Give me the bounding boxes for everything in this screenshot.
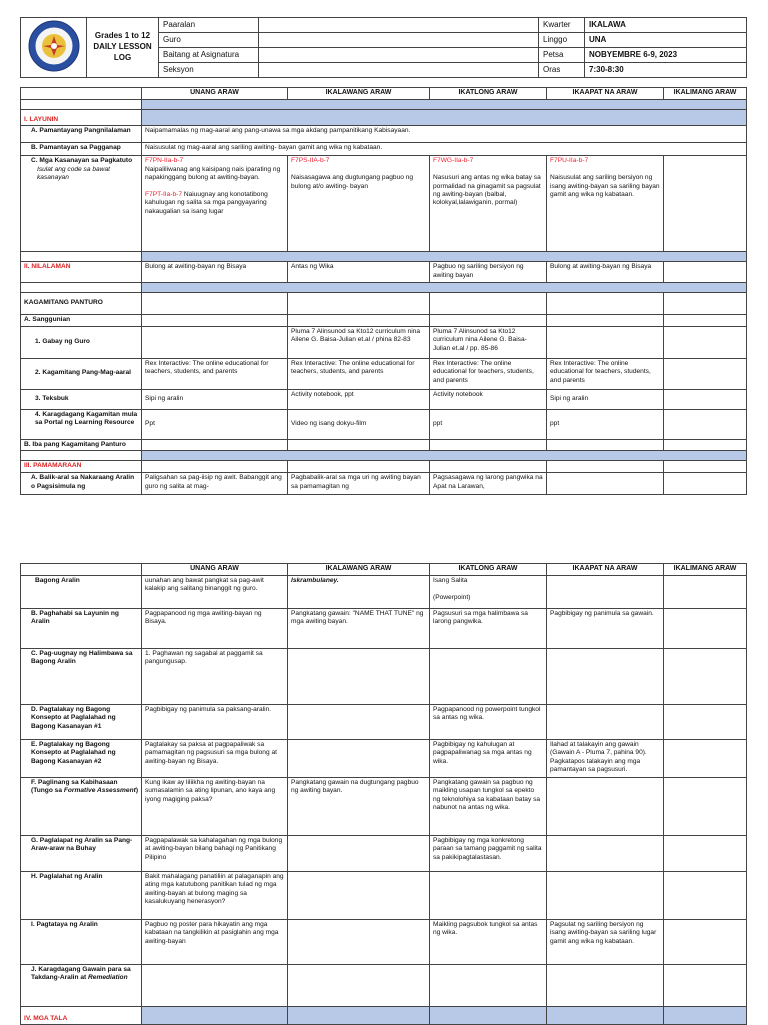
- table-row: [21, 126, 747, 143]
- corner-cell: [21, 88, 142, 100]
- row-label: E. Pagtalakay ng Bagong Konsepto at Paglalahad ng Bagong Kasanayan #2: [21, 739, 142, 777]
- row-label: A. Sanggunian: [21, 315, 142, 326]
- row-label: A. Balik-aral sa Nakaraang Aralin o Pagsisimula ng: [21, 473, 142, 495]
- competency-day-1: F7PN-IIa-b-7 Naipaliliwanag ang kaisipang nais iparating ng napakinggang bulong at awiting-bayan. F7PT-IIa-b-7 Naiuugnay ang konotatibong kahulugan ng salita sa mga pangyayaring nakaugalian sa isang lugar: [142, 156, 288, 252]
- table-row: [21, 835, 747, 871]
- competency-day-4: F7PU-IIa-b-7 Naisusulat ang sariling bersiyon ng isang awiting-bayan sa sariling bayan gamit ang wika ng kabataan.: [547, 156, 664, 252]
- day-header: IKALIMANG ARAW: [664, 564, 747, 576]
- row-label: I. Pagtataya ng Aralin: [21, 919, 142, 964]
- content-cell: Pagbibigay ng panimula sa paksang-aralin.: [142, 704, 288, 739]
- content-cell: Pagtalakay sa paksa at pagpapaliwak sa pamamagitan ng pagsusuri sa mga bulong at awiting-bayan ng Bisaya.: [142, 739, 288, 777]
- day-header-row: [21, 88, 747, 100]
- content-cell: Bakit mahalagang panatiliin at palaganapin ang ating mga katutubong panitikan tulad ng mga awiting-bayan at bulong maging sa kasalukuyang henerasyon?: [142, 871, 288, 919]
- table-row: [21, 315, 747, 326]
- date-value: NOBYEMBRE 6-9, 2023: [585, 48, 747, 63]
- day-header: IKAAPAT NA ARAW: [547, 88, 664, 100]
- content-cell: Pangkatang gawain na dugtungang pagbuo ng awiting bayan.: [288, 777, 430, 835]
- row-label: B. Pamantayan sa Pagganap: [21, 143, 142, 156]
- content-cell: Pagsulat ng sariling bersiyon ng isang awiting-bayan sa sariling lugar gamit ang wika ng kabataan.: [547, 919, 664, 964]
- table-row: [21, 262, 747, 283]
- table-row: [21, 739, 747, 777]
- content-cell: Rex Interactive: The online educational for teachers, students, and parents: [430, 358, 547, 389]
- content-cell: Antas ng Wika: [288, 262, 430, 283]
- row-label: B. Iba pang Kagamitang Panturo: [21, 439, 142, 450]
- table-row: [21, 919, 747, 964]
- content-cell: Paligsahan sa pag-iisip ng awit. Babanggit ang guro ng salita at mag-: [142, 473, 288, 495]
- header-table: [20, 17, 747, 78]
- corner-cell: [21, 564, 142, 576]
- table-row: [21, 143, 747, 156]
- grade-subject-field[interactable]: [259, 48, 539, 63]
- day-header: IKAAPAT NA ARAW: [547, 564, 664, 576]
- day-header: IKATLONG ARAW: [430, 564, 547, 576]
- time-label: Oras: [539, 63, 585, 78]
- content-cell: Pagbuo ng poster para hikayatin ang mga kabataan na tangkilikin at pasiglahin ang mga awiting-bayan: [142, 919, 288, 964]
- quarter-value: IKALAWA: [585, 18, 747, 33]
- lesson-table-2: [20, 563, 747, 1025]
- content-cell: Kung ikaw ay liliikha ng awiting-bayan na sumasalamin sa ating lipunan, ano kaya ang iyong magiging paksa?: [142, 777, 288, 835]
- deped-seal-logo: [21, 18, 87, 78]
- day-header: UNANG ARAW: [142, 88, 288, 100]
- row-label: F. Paglinang sa Kabihasaan (Tungo sa Formative Assessment): [21, 777, 142, 835]
- day-header: IKATLONG ARAW: [430, 88, 547, 100]
- section-field[interactable]: [259, 63, 539, 78]
- week-value: UNA: [585, 33, 747, 48]
- teacher-label: Guro: [159, 33, 259, 48]
- section-layunin: I. LAYUNIN: [21, 110, 142, 126]
- table-row: [21, 608, 747, 648]
- content-cell: Pluma 7 Alinsunod sa Kto12 curriculum nina Ailene G. Baisa-Julian et.al / pp. 85-86: [430, 326, 547, 358]
- competency-day-2: F7PS-IIA-b-7 Naisasagawa ang dugtungang pagbuo ng bulong at/o awiting- bayan: [288, 156, 430, 252]
- competency-day-3: F7WG-IIa-b-7 Nasusuri ang antas ng wika batay sa pormalidad na ginagamit sa pagsulat ng awiting-bayan (balbal, kolokyal,lalawiganin, pormal): [430, 156, 547, 252]
- table-row: [21, 1006, 747, 1024]
- content-cell: Bulong at awiting-bayan ng Bisaya: [142, 262, 288, 283]
- table-row: [21, 648, 747, 704]
- row-label: D. Pagtalakay ng Bagong Konsepto at Paglalahad ng Bagong Kasanayan #1: [21, 704, 142, 739]
- quarter-label: Kwarter: [539, 18, 585, 33]
- content-cell: Bulong at awiting-bayan ng Bisaya: [547, 262, 664, 283]
- content-cell: Pagpapalawak sa kahalagahan ng mga bulong at awiting-bayan bilang bahagi ng Panitikang Pilipino: [142, 835, 288, 871]
- row-label: 4. Karagdagang Kagamitan mula sa Portal ng Learning Resource: [21, 409, 142, 439]
- row-label: Bagong Aralin: [21, 575, 142, 608]
- content-cell: Pagbibigay ng kahulugan at pagpapaliwanag sa mga antas ng wika.: [430, 739, 547, 777]
- row-label: J. Karagdagang Gawain para sa Takdang-Aralin at Remediation: [21, 964, 142, 1006]
- content-cell: Pangkatang gawain sa pagbuo ng maikling usapan tungkol sa epekto ng teknolohiya sa kabataan batay sa nabunot na antas ng wika.: [430, 777, 547, 835]
- competency-day-5: [664, 156, 747, 252]
- row-label: 1. Gabay ng Guro: [21, 326, 142, 358]
- lesson-table-1: [20, 87, 747, 495]
- content-cell: ppt: [430, 409, 547, 439]
- content-cell: ppt: [547, 409, 664, 439]
- section-tala: IV. MGA TALA: [21, 1006, 142, 1024]
- row-label: 3. Teksbuk: [21, 389, 142, 409]
- table-row: [21, 389, 747, 409]
- table-row: [21, 439, 747, 450]
- content-cell: 1. Paghawan ng sagabal at paggamit sa pangungusap.: [142, 648, 288, 704]
- content-cell: Sipi ng aralin: [142, 389, 288, 409]
- content-cell: Pagbuo ng sariling bersiyon ng awiting bayan: [430, 262, 547, 283]
- table-row: [21, 964, 747, 1006]
- school-field[interactable]: [259, 18, 539, 33]
- seal-icon: [27, 19, 81, 73]
- content-cell: Video ng isang dokyu-film: [288, 409, 430, 439]
- date-label: Petsa: [539, 48, 585, 63]
- row-label: KAGAMITANG PANTURO: [21, 293, 142, 315]
- time-value: 7:30-8:30: [585, 63, 747, 78]
- content-cell: Pagbibigay ng mga konkretong paraan sa tamang paggamit ng salita sa pakikipagtalastasan.: [430, 835, 547, 871]
- school-label: Paaralan: [159, 18, 259, 33]
- dll-title: Grades 1 to 12 DAILY LESSON LOG: [87, 18, 159, 78]
- content-cell: Rex Interactive: The online educational for teachers, students, and parents: [547, 358, 664, 389]
- content-cell: Maikling pagsubok tungkol sa antas ng wika.: [430, 919, 547, 964]
- table-row: [21, 326, 747, 358]
- row-label: C. Pag-uugnay ng Halimbawa sa Bagong Aralin: [21, 648, 142, 704]
- section-label: Seksyon: [159, 63, 259, 78]
- section-pamamaraan: III. PAMAMARAAN: [21, 461, 142, 473]
- content-cell: Activity notebook: [430, 389, 547, 409]
- content-cell: Isang Salita (Powerpoint): [430, 575, 547, 608]
- content-cell: Pagbibigay ng panimula sa gawain.: [547, 608, 664, 648]
- day-header: IKALAWANG ARAW: [288, 564, 430, 576]
- table-row: [21, 156, 747, 252]
- table-row: [21, 777, 747, 835]
- content-cell: Pagsusuri sa mga halimbawa sa larong pangwika.: [430, 608, 547, 648]
- row-label: B. Paghahabi sa Layunin ng Aralin: [21, 608, 142, 648]
- row-label: A. Pamantayang Pangnilalaman: [21, 126, 142, 143]
- content-cell: Rex Interactive: The online educational for teachers, students, and parents: [142, 358, 288, 389]
- content-cell: Pangkatang gawain: "NAME THAT TUNE" ng mga awiting bayan.: [288, 608, 430, 648]
- table-row: [21, 461, 747, 473]
- content-cell: Ppt: [142, 409, 288, 439]
- section-nilalaman: II. NILALAMAN: [21, 262, 142, 283]
- content-cell: Pluma 7 Alinsunod sa Kto12 curriculum nina Ailene G. Baisa-Julian et.al / phina 82-83: [288, 326, 430, 358]
- row-label: H. Paglalahat ng Aralin: [21, 871, 142, 919]
- content-standard: Naipamamalas ng mag-aaral ang pang-unawa sa mga akdang pampanitikang Kabisayaan.: [142, 126, 747, 143]
- content-cell: Pagpapanood ng powerpoint tungkol sa antas ng wika.: [430, 704, 547, 739]
- row-label: 2. Kagamitang Pang-Mag-aaral: [21, 358, 142, 389]
- content-cell: [142, 326, 288, 358]
- teacher-field[interactable]: [259, 33, 539, 48]
- content-cell: Rex Interactive: The online educational for teachers, students, and parents: [288, 358, 430, 389]
- day-header: UNANG ARAW: [142, 564, 288, 576]
- table-row: [21, 575, 747, 608]
- row-label: G. Paglalapat ng Aralin sa Pang-Araw-araw na Buhay: [21, 835, 142, 871]
- dll-page-1: [20, 17, 746, 495]
- day-header: IKALIMANG ARAW: [664, 88, 747, 100]
- table-row: [21, 293, 747, 315]
- content-cell: Ilahad at talakayin ang gawain (Gawain A - Pluma 7, pahina 90). Pagkatapos talakayin ang mga pamantayan sa pagsusuri.: [547, 739, 664, 777]
- performance-standard: Naisusulat ng mag-aaral ang sariling awiting- bayan gamit ang wika ng kabataan.: [142, 143, 747, 156]
- content-cell: uunahan ang bawat pangkat sa pag-awit kalakip ang salitang binanggit ng guro.: [142, 575, 288, 608]
- content-cell: Pagbabalik-aral sa mga uri ng awiting bayan sa pamamagitan ng: [288, 473, 430, 495]
- table-row: [21, 871, 747, 919]
- table-row: [21, 409, 747, 439]
- day-header: IKALAWANG ARAW: [288, 88, 430, 100]
- table-row: [21, 358, 747, 389]
- table-row: [21, 704, 747, 739]
- day-header-row: [21, 564, 747, 576]
- content-cell: Sipi ng aralin: [547, 389, 664, 409]
- content-cell: Pagpapanood ng mga awiting-bayan ng Bisaya.: [142, 608, 288, 648]
- dll-page-2: [20, 563, 746, 1025]
- row-label: C. Mga Kasanayan sa Pagkatuto Isulat ang code sa bawat kasanayan: [21, 156, 142, 252]
- content-cell: Pagsasagawa ng larong pangwika na Apat na Larawan,: [430, 473, 547, 495]
- grade-subject-label: Baitang at Asignatura: [159, 48, 259, 63]
- week-label: Linggo: [539, 33, 585, 48]
- content-cell: Iskrambulaney.: [288, 575, 430, 608]
- table-row: [21, 473, 747, 495]
- content-cell: Activity notebook, ppt: [288, 389, 430, 409]
